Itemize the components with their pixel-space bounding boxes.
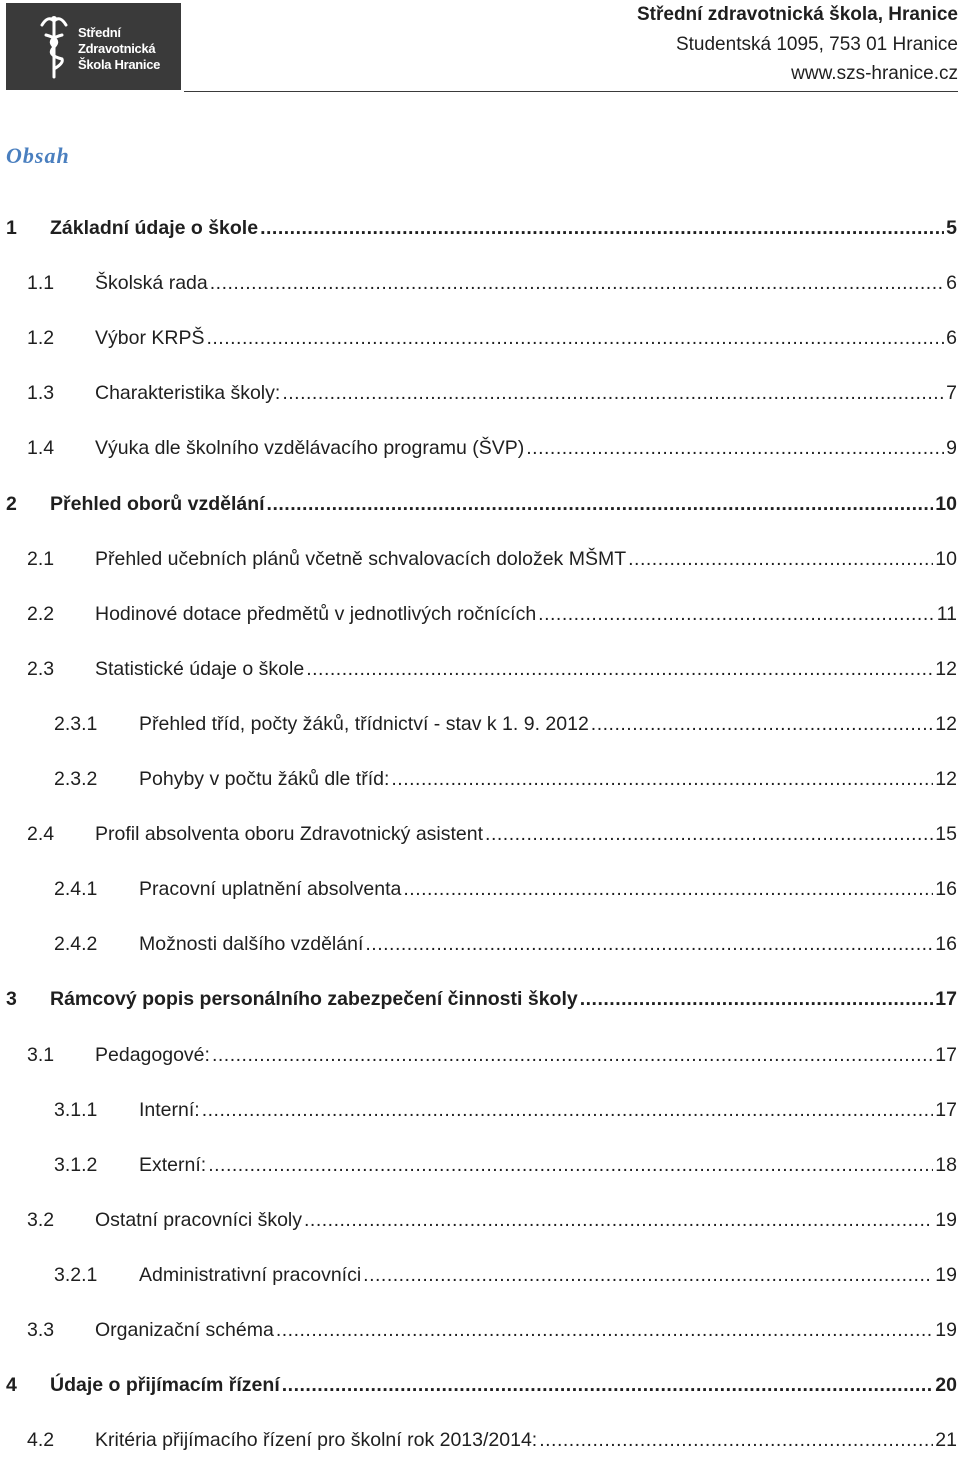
toc-entry-page: 9 bbox=[946, 437, 957, 460]
toc-entry-label: Interní: bbox=[139, 1098, 200, 1121]
toc-entry[interactable] bbox=[0, 874, 957, 904]
toc-leader-dots bbox=[202, 1095, 934, 1125]
toc-entry-label: Rámcový popis personálního zabezpečení činnosti školy bbox=[50, 988, 578, 1011]
toc-leader-dots bbox=[591, 709, 934, 739]
toc-entry-label: Pohyby v počtu žáků dle tříd: bbox=[139, 768, 390, 790]
toc-leader-dots bbox=[208, 1150, 933, 1180]
toc-entry-page: 19 bbox=[935, 1319, 957, 1341]
toc-entry-line bbox=[50, 489, 957, 519]
toc-entry-line bbox=[95, 323, 957, 353]
toc-entry-number: 3.3 bbox=[27, 1319, 55, 1341]
toc-entry-page: 6 bbox=[946, 272, 957, 295]
school-address: Studentská 1095, 753 01 Hranice bbox=[675, 33, 958, 55]
school-logo bbox=[6, 3, 181, 90]
toc-leader-dots bbox=[363, 1260, 933, 1290]
toc-entry-number: 3.1.1 bbox=[54, 1098, 98, 1121]
toc-entry-label: Školská rada bbox=[95, 272, 208, 295]
toc-entry[interactable] bbox=[0, 433, 957, 463]
toc-entry-line bbox=[139, 709, 957, 739]
toc-entry-label: Přehled tříd, počty žáků, třídnictví - stav k 1. 9. 2012 bbox=[139, 712, 589, 735]
toc-leader-dots bbox=[276, 1315, 933, 1345]
toc-entry-label: Organizační schéma bbox=[95, 1319, 274, 1341]
toc-entry-line bbox=[95, 1315, 957, 1345]
toc-entry-line bbox=[50, 984, 957, 1014]
toc-entry-number: 2.1 bbox=[27, 547, 55, 570]
toc-entry[interactable] bbox=[0, 1205, 957, 1235]
toc-entry-line bbox=[95, 544, 957, 574]
toc-entry-line bbox=[139, 1095, 957, 1125]
toc-entry-number: 2.3.2 bbox=[54, 768, 98, 790]
toc-entry-number: 3.2 bbox=[27, 1208, 55, 1231]
toc-entry-number: 3 bbox=[6, 988, 17, 1011]
toc-entry-label: Externí: bbox=[139, 1153, 207, 1176]
school-website[interactable]: www.szs-hranice.cz bbox=[791, 63, 958, 84]
toc-entry[interactable] bbox=[0, 1150, 957, 1180]
toc-entry-page: 18 bbox=[935, 1153, 957, 1176]
toc-entry-page: 12 bbox=[935, 712, 957, 735]
header-divider bbox=[184, 91, 958, 92]
toc-entry-line bbox=[139, 1260, 957, 1290]
toc-entry-number: 1.3 bbox=[27, 382, 55, 405]
toc-entry-label: Statistické údaje o škole bbox=[95, 657, 305, 680]
toc-entry-label: Výuka dle školního vzdělávacího programu (ŠVP) bbox=[95, 437, 525, 460]
toc-leader-dots bbox=[485, 819, 933, 849]
toc-leader-dots bbox=[539, 1425, 933, 1455]
page-header bbox=[0, 0, 960, 96]
toc-entry-page: 7 bbox=[946, 382, 957, 405]
toc-entry-page: 10 bbox=[935, 547, 957, 570]
toc-entry-label: Přehled učebních plánů včetně schvalovacích doložek MŠMT bbox=[95, 547, 627, 570]
toc-entry-label: Charakteristika školy: bbox=[95, 382, 281, 405]
toc-leader-dots bbox=[212, 1040, 933, 1070]
toc-entry-label: Přehled oborů vzdělání bbox=[50, 492, 265, 515]
toc-entry-label: Ostatní pracovníci školy bbox=[95, 1208, 302, 1231]
toc-entry[interactable] bbox=[0, 1315, 957, 1345]
toc-leader-dots bbox=[267, 489, 934, 519]
toc-entry-number: 2.2 bbox=[27, 602, 55, 625]
toc-entry-page: 17 bbox=[935, 988, 957, 1011]
toc-entry-number: 1.1 bbox=[27, 272, 55, 295]
logo-text bbox=[78, 25, 160, 73]
toc-entry-page: 17 bbox=[935, 1098, 957, 1121]
toc-entry[interactable] bbox=[0, 1370, 957, 1400]
toc-entry-page: 12 bbox=[935, 657, 957, 680]
toc-entry-number: 2 bbox=[6, 492, 17, 515]
toc-leader-dots bbox=[206, 323, 944, 353]
toc-entry-number: 2.4.1 bbox=[54, 878, 98, 901]
toc-entry-label: Profil absolventa oboru Zdravotnický asistent bbox=[95, 823, 484, 846]
toc-leader-dots bbox=[391, 764, 933, 794]
toc-entry[interactable] bbox=[0, 323, 957, 353]
caduceus-icon bbox=[34, 13, 74, 81]
toc-leader-dots bbox=[403, 874, 933, 904]
toc-title: Obsah bbox=[6, 143, 70, 168]
toc-entry-line bbox=[95, 599, 957, 629]
logo-line: Zdravotnická bbox=[78, 41, 156, 56]
toc-leader-dots bbox=[365, 929, 933, 959]
toc-entry[interactable] bbox=[0, 1095, 957, 1125]
toc-leader-dots bbox=[210, 268, 944, 298]
toc-entry[interactable] bbox=[0, 984, 957, 1014]
toc-entry[interactable] bbox=[0, 489, 957, 519]
toc-entry-line bbox=[95, 1040, 957, 1070]
toc-leader-dots bbox=[580, 984, 934, 1014]
toc-entry-line bbox=[95, 433, 957, 463]
toc-entry-number: 2.3.1 bbox=[54, 712, 98, 735]
toc-entry[interactable] bbox=[0, 709, 957, 739]
toc-entry-page: 17 bbox=[935, 1043, 957, 1066]
toc-leader-dots bbox=[260, 213, 944, 243]
toc-entry[interactable] bbox=[0, 1260, 957, 1290]
toc-entry[interactable] bbox=[0, 764, 957, 794]
toc-entry[interactable] bbox=[0, 544, 957, 574]
toc-leader-dots bbox=[538, 599, 935, 629]
toc-entry-number: 4.2 bbox=[27, 1429, 55, 1452]
toc-entry-label: Administrativní pracovníci bbox=[139, 1263, 362, 1286]
toc-entry-number: 2.4.2 bbox=[54, 933, 98, 956]
toc-entry-line bbox=[50, 213, 957, 243]
school-info bbox=[637, 0, 958, 89]
toc-entry-label: Údaje o přijímacím řízení bbox=[50, 1374, 280, 1397]
toc-entry-number: 4 bbox=[6, 1374, 17, 1397]
toc-entry-line bbox=[95, 654, 957, 684]
toc-entry-page: 5 bbox=[946, 217, 957, 239]
toc-entry-line bbox=[139, 1150, 957, 1180]
toc-entry-number: 3.1 bbox=[27, 1043, 55, 1066]
toc-entry-line bbox=[95, 268, 957, 298]
toc-entry[interactable] bbox=[0, 819, 957, 849]
toc-entry-page: 16 bbox=[935, 878, 957, 901]
toc-leader-dots bbox=[304, 1205, 933, 1235]
toc-entry[interactable] bbox=[0, 1040, 957, 1070]
toc-entry[interactable] bbox=[0, 599, 957, 629]
logo-line: Škola Hranice bbox=[78, 57, 161, 72]
toc-entry-label: Hodinové dotace předmětů v jednotlivých ročnících bbox=[95, 602, 537, 625]
toc-entry-label: Pedagogové: bbox=[95, 1043, 210, 1066]
toc-entry-page: 20 bbox=[935, 1374, 957, 1397]
toc-entry[interactable] bbox=[0, 654, 957, 684]
logo-line: Střední bbox=[78, 25, 121, 40]
toc-entry-label: Kritéria přijímacího řízení pro školní rok 2013/2014: bbox=[95, 1429, 538, 1452]
toc-entry-label: Možnosti dalšího vzdělání bbox=[139, 933, 364, 956]
toc-entry-line bbox=[95, 819, 957, 849]
toc-entry-number: 3.2.1 bbox=[54, 1263, 98, 1286]
toc-entry-page: 16 bbox=[935, 933, 957, 956]
toc-entry-page: 21 bbox=[935, 1429, 957, 1452]
toc-leader-dots bbox=[526, 433, 944, 463]
toc-entry-number: 1.4 bbox=[27, 437, 55, 460]
toc-entry-page: 19 bbox=[935, 1263, 957, 1286]
toc-entry-page: 19 bbox=[935, 1208, 957, 1231]
toc-leader-dots bbox=[282, 1370, 934, 1400]
toc-entry-number: 1 bbox=[6, 217, 17, 239]
toc-entry-line bbox=[139, 764, 957, 794]
toc-entry-page: 12 bbox=[935, 768, 957, 790]
toc-entry-page: 11 bbox=[936, 602, 957, 625]
toc-entry-number: 2.4 bbox=[27, 823, 55, 846]
toc-entry[interactable] bbox=[0, 378, 957, 408]
toc-entry[interactable] bbox=[0, 268, 957, 298]
toc-leader-dots bbox=[628, 544, 933, 574]
toc-entry-number: 3.1.2 bbox=[54, 1153, 98, 1176]
toc-entry-line bbox=[95, 1425, 957, 1455]
toc-leader-dots bbox=[306, 654, 933, 684]
toc-entry-line bbox=[95, 1205, 957, 1235]
toc-entry[interactable] bbox=[0, 929, 957, 959]
toc-entry[interactable] bbox=[0, 1425, 957, 1455]
toc-leader-dots bbox=[282, 378, 944, 408]
school-name: Střední zdravotnická škola, Hranice bbox=[636, 4, 958, 25]
toc-entry-page: 6 bbox=[946, 327, 957, 350]
toc-entry-label: Základní údaje o škole bbox=[50, 217, 259, 239]
toc-entry-label: Výbor KRPŠ bbox=[95, 327, 205, 350]
toc-entry-number: 1.2 bbox=[27, 327, 55, 350]
toc-entry-label: Pracovní uplatnění absolventa bbox=[139, 878, 402, 901]
toc-entry-page: 15 bbox=[935, 823, 957, 846]
toc-entry[interactable] bbox=[0, 213, 957, 243]
toc-entry-page: 10 bbox=[935, 492, 957, 515]
toc-entry-line bbox=[50, 1370, 957, 1400]
toc-entry-line bbox=[139, 929, 957, 959]
toc-entry-line bbox=[139, 874, 957, 904]
toc-entry-number: 2.3 bbox=[27, 657, 55, 680]
toc-entry-line bbox=[95, 378, 957, 408]
